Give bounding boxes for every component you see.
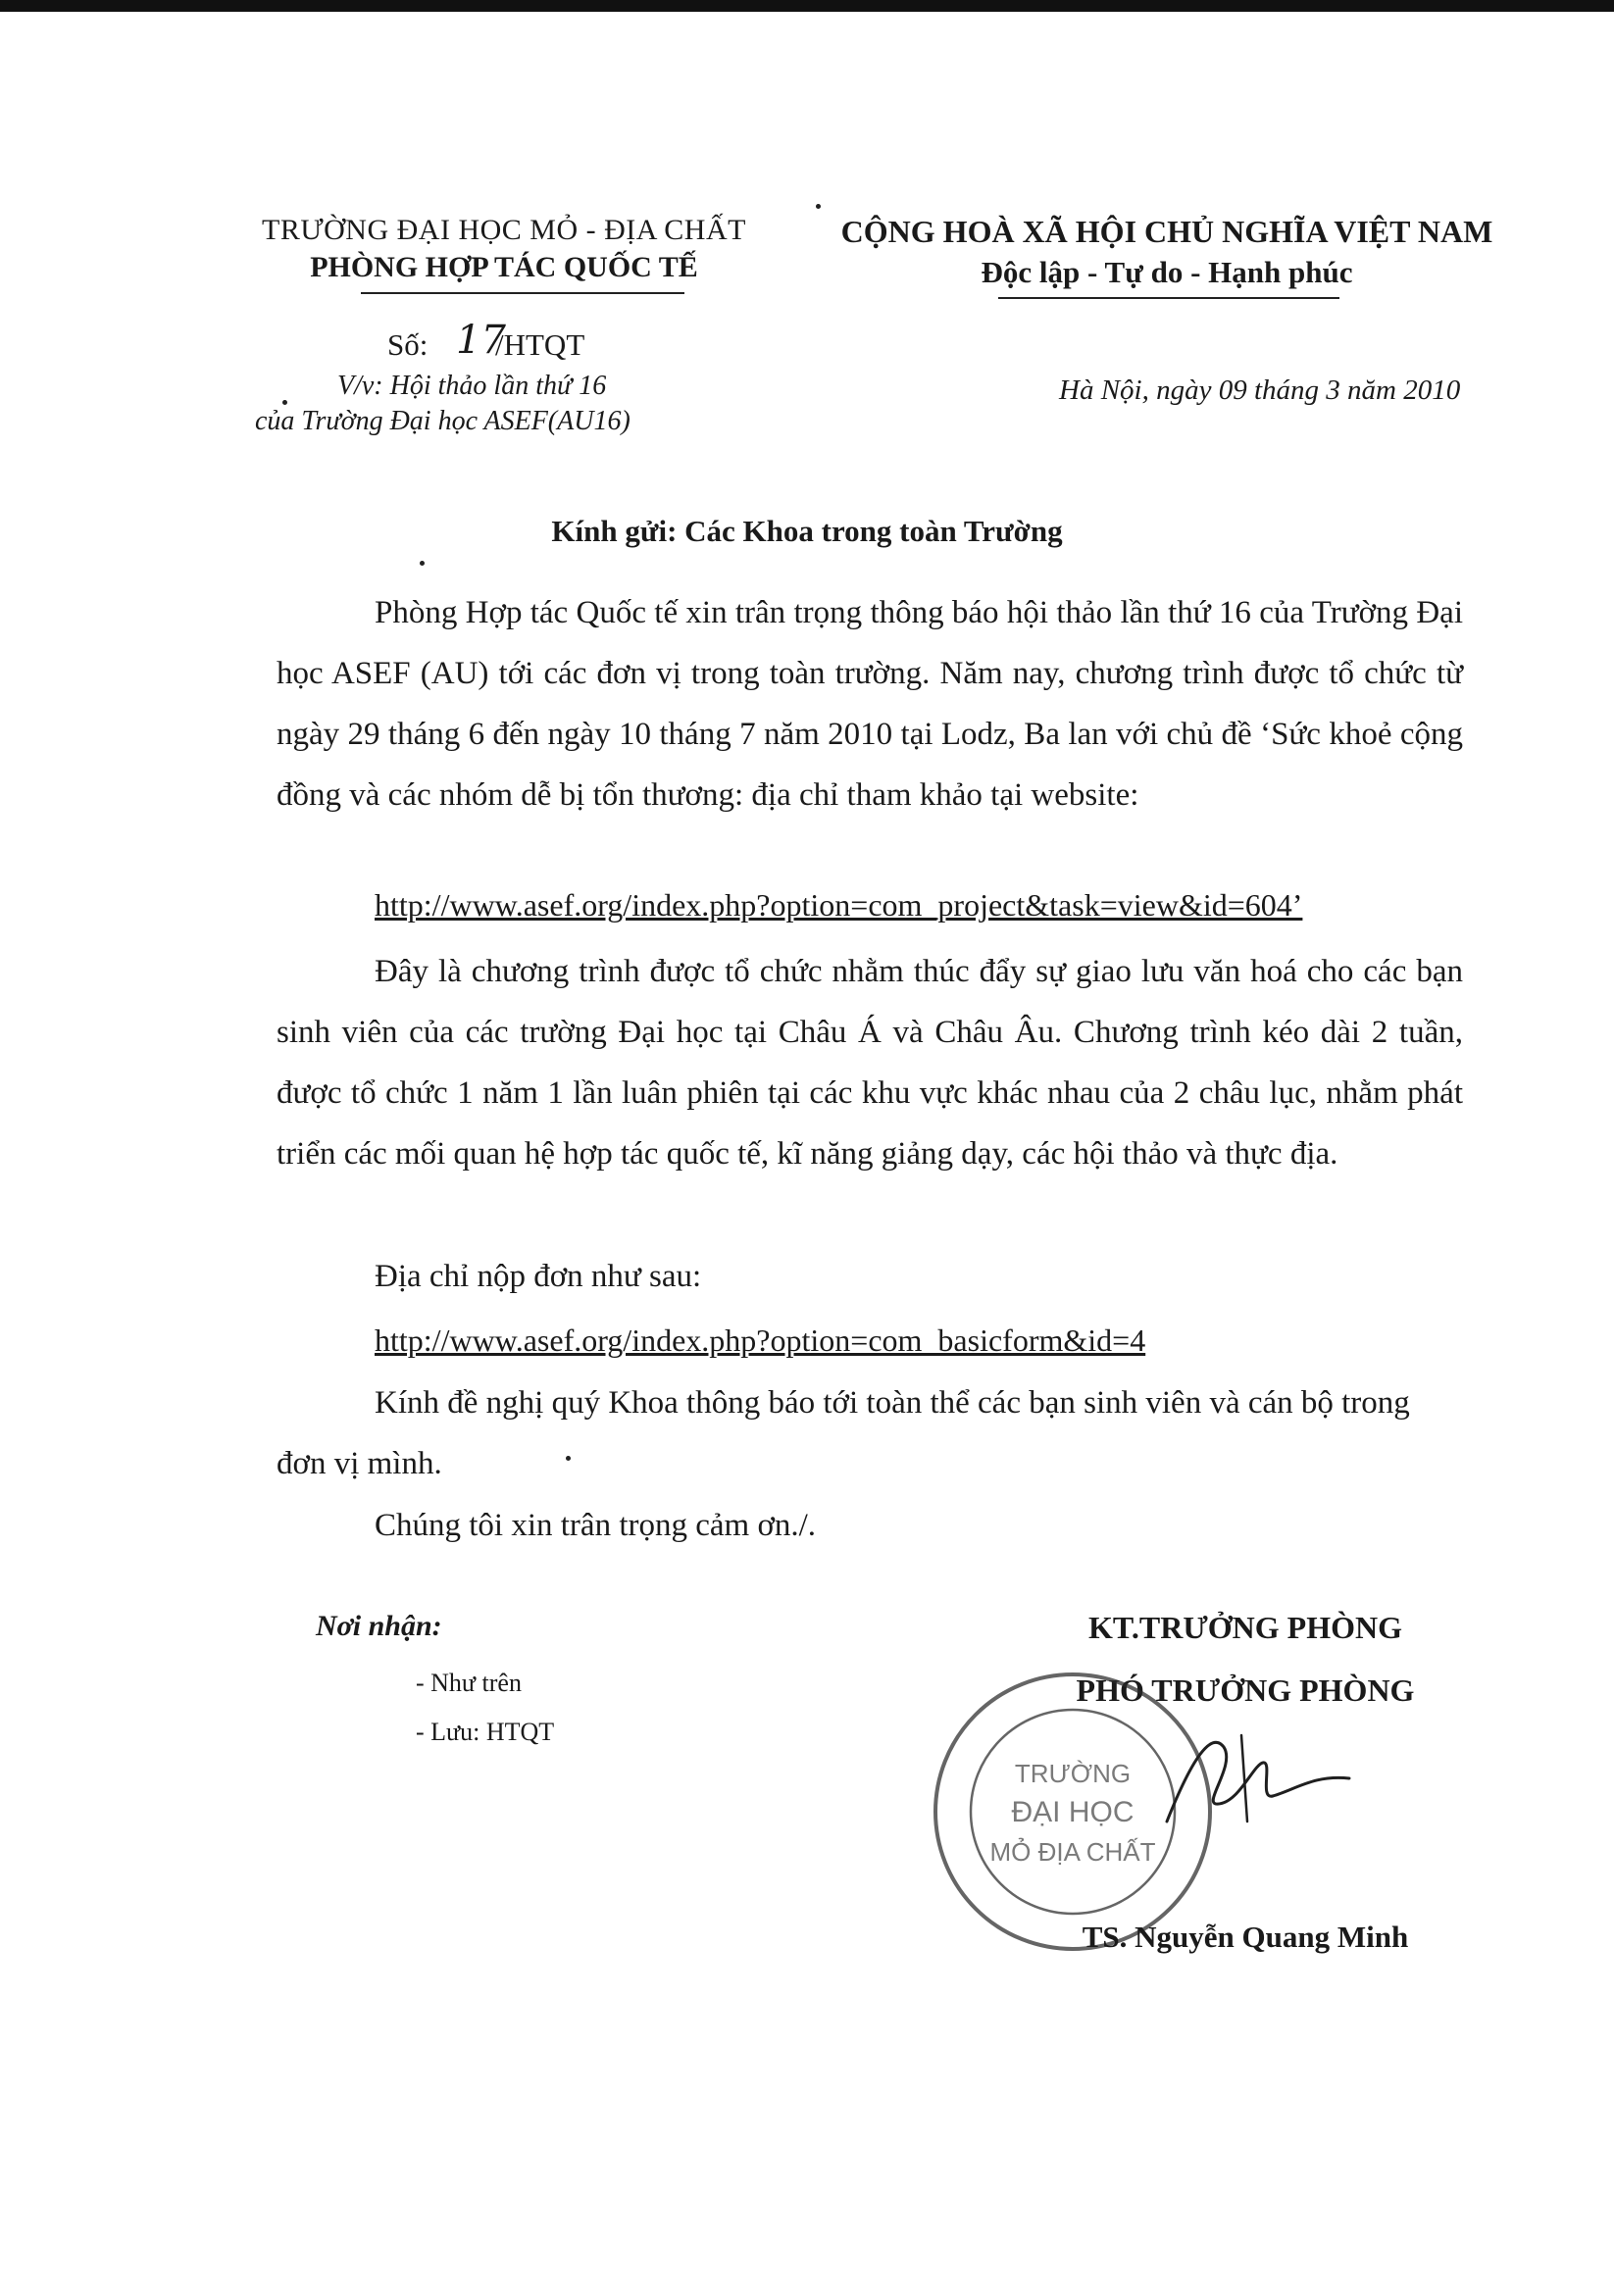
document-number-handwritten: 17: [456, 318, 506, 363]
document-number-label: Số:: [387, 327, 429, 362]
addressee: Kính gửi: Các Khoa trong toàn Trường: [551, 514, 1063, 548]
national-motto: Độc lập - Tự do - Hạnh phúc: [981, 255, 1353, 289]
body-paragraph-2: Đây là chương trình được tổ chức nhằm thúc đẩy sự giao lưu văn hoá cho các bạn sinh viên của các trường Đại học tại Châu Á và Châu Âu. Chương trình kéo dài 2 tuần, được tổ chức 1 năm 1 lần luân phiên tại các khu vực khác nhau của 2 châu lục, nhằm phát triển các mối quan hệ hợp tác quốc tế, kĩ năng giảng dạy, các hội thảo và thực địa.: [277, 954, 1463, 1172]
project-url-link[interactable]: http://www.asef.org/index.php?option=com_project&task=view&id=604’: [375, 887, 1303, 923]
svg-text:MỎ ĐỊA CHẤT: MỎ ĐỊA CHẤT: [989, 1837, 1156, 1867]
subject-line-1: V/v: Hội thảo lần thứ 16: [337, 371, 607, 401]
subject-line-2: của Trường Đại học ASEF(AU16): [255, 406, 630, 436]
application-url-link[interactable]: http://www.asef.org/index.php?option=com_basicform&id=4: [375, 1323, 1146, 1358]
scan-speck: [420, 561, 425, 566]
signature-authority-line: KT.TRƯỞNG PHÒNG: [1088, 1610, 1402, 1645]
svg-text:TRƯỜNG: TRƯỜNG: [1014, 1759, 1132, 1788]
motto-underline: [998, 297, 1339, 299]
signer-name: TS. Nguyễn Quang Minh: [1082, 1920, 1409, 1954]
org-underline: [361, 292, 684, 294]
scan-speck: [282, 400, 287, 405]
department-name: PHÒNG HỢP TÁC QUỐC TẾ: [310, 251, 698, 283]
signature-position-line: PHÓ TRƯỞNG PHÒNG: [1076, 1672, 1415, 1708]
document-number-suffix: /HTQT: [495, 327, 585, 362]
recipients-title: Nơi nhận:: [316, 1610, 442, 1642]
body-paragraph-3: Địa chỉ nộp đơn như sau:: [375, 1259, 702, 1294]
scan-top-border: [0, 0, 1614, 12]
handwritten-signature-icon: [1157, 1706, 1353, 1843]
recipient-item: - Như trên: [416, 1669, 522, 1697]
closing-line: Chúng tôi xin trân trọng cảm ơn./.: [375, 1508, 817, 1543]
body-paragraph-4: Kính đề nghị quý Khoa thông báo tới toàn thể các bạn sinh viên và cán bộ trong đơn vị mình.: [277, 1385, 1410, 1481]
document-date: Hà Nội, ngày 09 tháng 3 năm 2010: [1059, 374, 1461, 406]
university-name: TRƯỜNG ĐẠI HỌC MỎ - ĐỊA CHẤT: [262, 214, 746, 246]
national-title: CỘNG HOÀ XÃ HỘI CHỦ NGHĨA VIỆT NAM: [840, 214, 1493, 249]
recipient-item: - Lưu: HTQT: [416, 1718, 555, 1746]
svg-text:ĐẠI HỌC: ĐẠI HỌC: [1011, 1796, 1135, 1828]
body-paragraph-1: Phòng Hợp tác Quốc tế xin trân trọng thông báo hội thảo lần thứ 16 của Trường Đại học ASEF (AU) tới các đơn vị trong toàn trường. Năm nay, chương trình được tổ chức từ ngày 29 tháng 6 đến ngày 10 tháng 7 năm 2010 tại Lodz, Ba lan với chủ đề ‘Sức khoẻ cộng đồng và các nhóm dễ bị tổn thương: địa chỉ tham khảo tại website:: [277, 595, 1463, 813]
scan-speck: [566, 1456, 571, 1461]
scan-speck: [816, 204, 821, 209]
